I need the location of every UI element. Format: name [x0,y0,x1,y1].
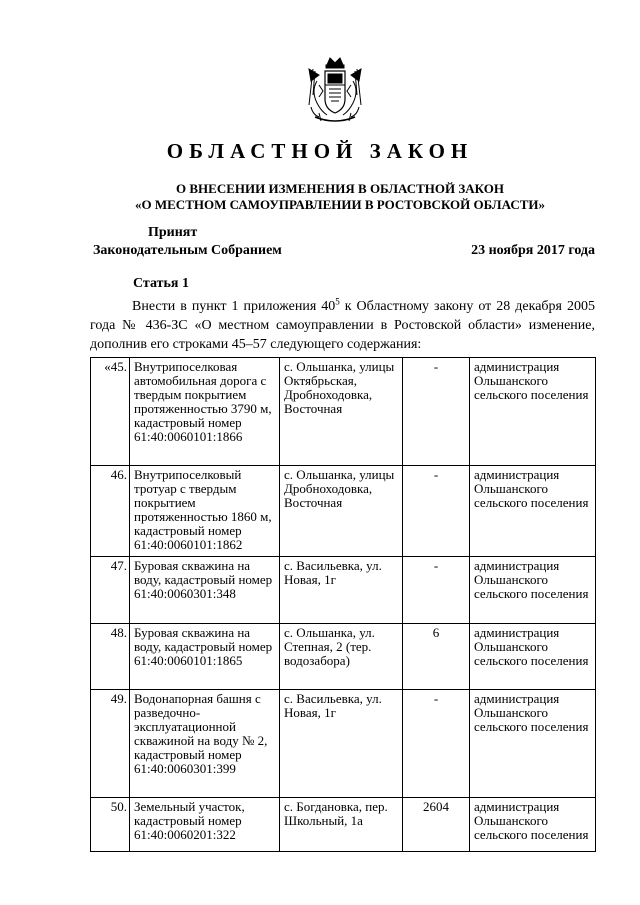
object-owner: администрация Ольшанского сельского поселения [470,466,596,557]
row-number: 48. [91,624,130,690]
object-owner: администрация Ольшанского сельского поселения [470,358,596,466]
adoption-date: 23 ноября 2017 года [471,243,595,258]
object-description: Внутрипоселковая автомобильная дорога с твердым покрытием протяженностью 3790 м, кадастровый номер 61:40:0060101:1866 [130,358,280,466]
object-area: - [403,358,470,466]
object-area: - [403,557,470,624]
object-location: с. Ольшанка, улицы Дробноходовка, Восточная [280,466,403,557]
adopting-body: Законодательным Собранием [93,243,282,258]
object-location: с. Васильевка, ул. Новая, 1г [280,690,403,798]
coat-of-arms-icon [305,55,365,127]
object-description: Буровая скважина на воду, кадастровый номер 61:40:0060101:1865 [130,624,280,690]
object-location: с. Васильевка, ул. Новая, 1г [280,557,403,624]
row-number: 46. [91,466,130,557]
object-description: Земельный участок, кадастровый номер 61:40:0060201:322 [130,798,280,852]
object-owner: администрация Ольшанского сельского поселения [470,557,596,624]
row-number: «45. [91,358,130,466]
article-text [90,297,595,354]
row-number: 47. [91,557,130,624]
object-description: Внутрипоселковый тротуар с твердым покрытием протяженностью 1860 м, кадастровый номер 61:40:0060101:1862 [130,466,280,557]
table-row [91,557,596,624]
object-area: - [403,466,470,557]
table-row [91,358,596,466]
table-row [91,466,596,557]
row-number: 49. [91,690,130,798]
document-title: ОБЛАСТНОЙ ЗАКОН [166,139,474,163]
article-text-superscript: 5 [335,296,340,307]
table-row [91,690,596,798]
object-owner: администрация Ольшанского сельского поселения [470,798,596,852]
object-location: с. Богдановка, пер. Школьный, 1а [280,798,403,852]
article-text-part-1: Внести в пункт 1 приложения 40 [132,299,336,314]
object-area: 6 [403,624,470,690]
object-owner: администрация Ольшанского сельского поселения [470,690,596,798]
object-area: 2604 [403,798,470,852]
document-subtitle-line-1: О ВНЕСЕНИИ ИЗМЕНЕНИЯ В ОБЛАСТНОЙ ЗАКОН [176,181,504,196]
object-description: Буровая скважина на воду, кадастровый номер 61:40:0060301:348 [130,557,280,624]
object-location: с. Ольшанка, улицы Октябрьская, Дробноходовка, Восточная [280,358,403,466]
table-row [91,624,596,690]
row-number: 50. [91,798,130,852]
article-text-part-2: к Областному закону от 28 декабря 2005 года № 436-ЗС «О местном самоуправлении в Ростовской области» изменение, дополнив его строками 45–57 следующего содержания: [90,299,595,352]
article-heading: Статья 1 [133,276,189,291]
adopted-label: Принят [148,225,198,240]
object-location: с. Ольшанка, ул. Степная, 2 (тер. водозабора) [280,624,403,690]
object-area: - [403,690,470,798]
object-description: Водонапорная башня с разведочно-эксплуатационной скважиной на воду № 2, кадастровый номер 61:40:0060301:399 [130,690,280,798]
document-subtitle-line-2: «О МЕСТНОМ САМОУПРАВЛЕНИИ В РОСТОВСКОЙ ОБЛАСТИ» [135,197,545,212]
object-owner: администрация Ольшанского сельского поселения [470,624,596,690]
amendment-table [90,357,596,852]
table-row [91,798,596,852]
